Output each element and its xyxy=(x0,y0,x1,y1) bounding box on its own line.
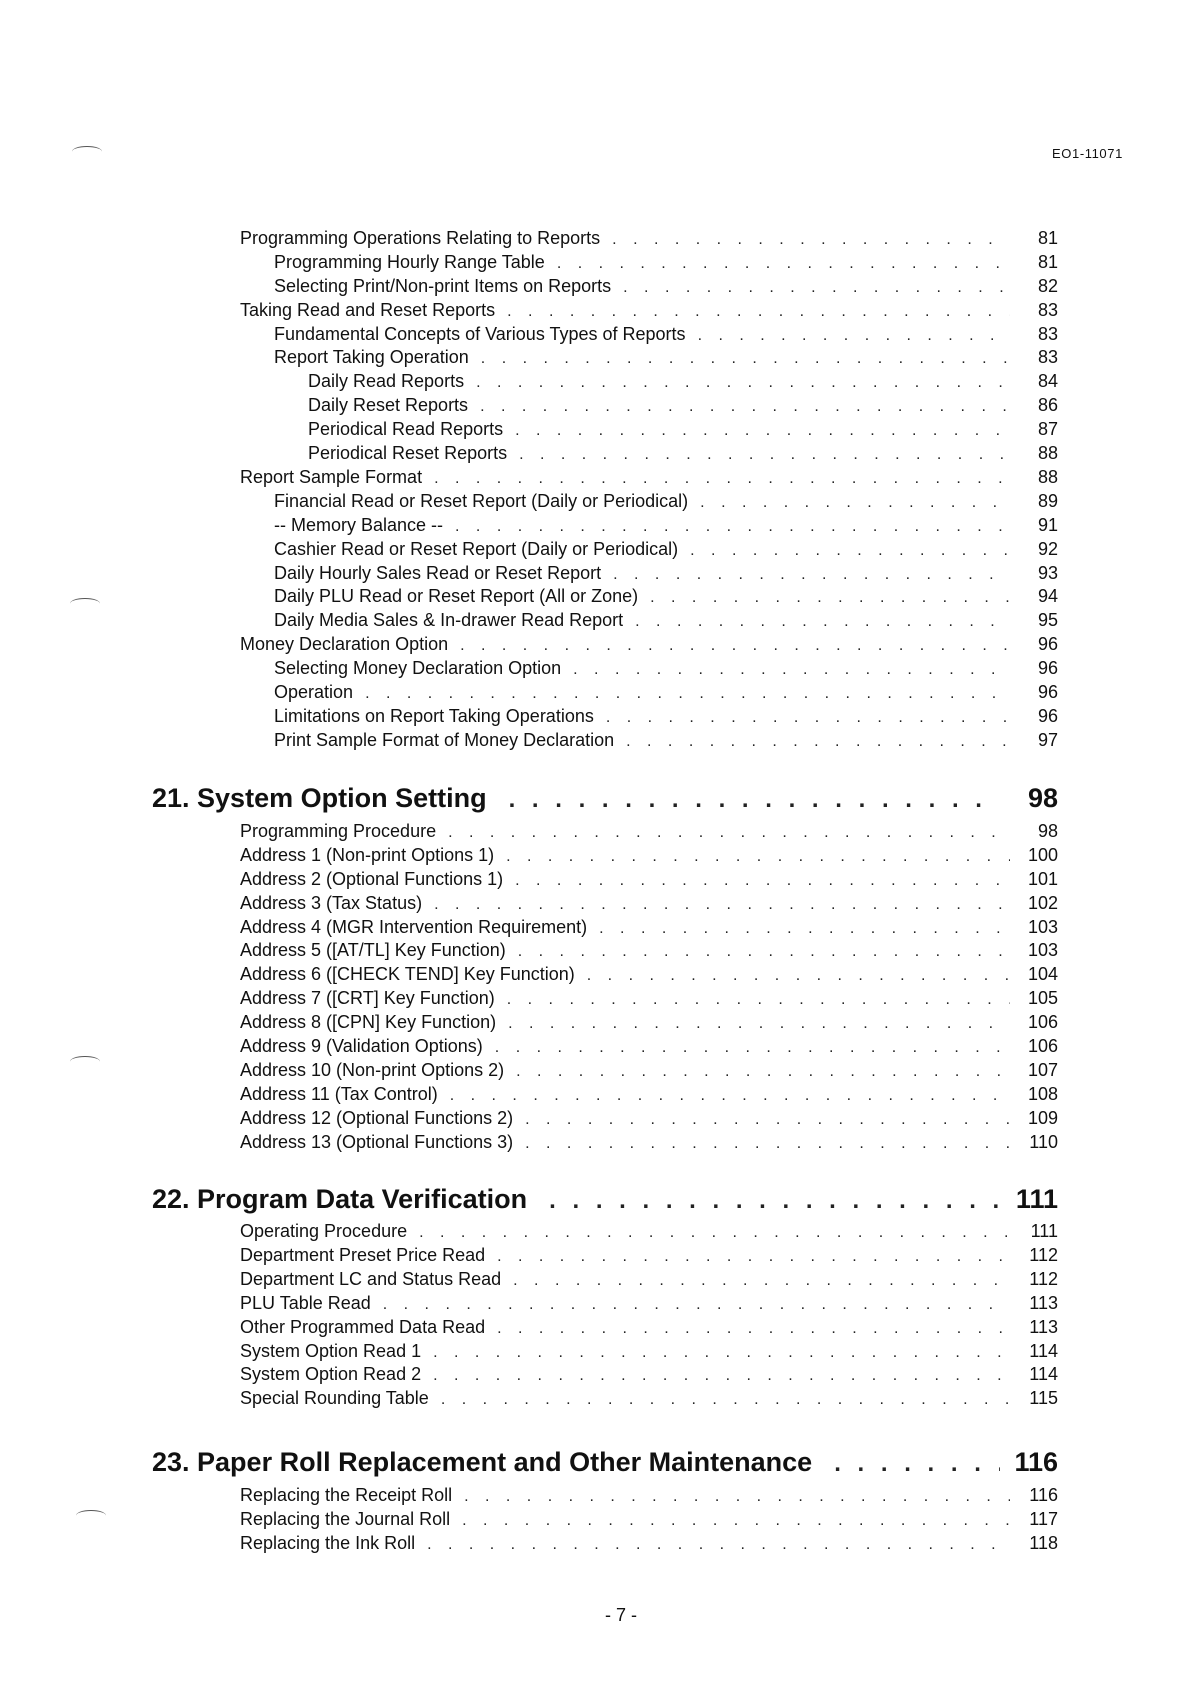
toc-entry-title: Address 12 (Optional Functions 2) xyxy=(240,1108,514,1128)
section-heading xyxy=(152,781,1058,815)
toc-entry-page: 98 xyxy=(1037,821,1058,841)
toc-entry-title: Special Rounding Table xyxy=(240,1388,429,1408)
section-heading-title: 22. Program Data Verification xyxy=(152,1184,528,1214)
toc-entry-page: 100 xyxy=(1027,845,1058,865)
dot-leader xyxy=(495,1036,1010,1060)
page-number: - 7 - xyxy=(605,1605,638,1625)
toc-entry xyxy=(274,513,1058,537)
toc-entry-title: Address 9 (Validation Options) xyxy=(240,1036,483,1056)
toc-entry xyxy=(240,298,1058,322)
section-heading-title: 23. Paper Roll Replacement and Other Maintenance xyxy=(152,1447,813,1477)
toc-entry-title: Address 5 ([AT/TL] Key Function) xyxy=(240,940,506,960)
toc-entry xyxy=(240,938,1058,962)
toc-entry-title: Address 3 (Tax Status) xyxy=(240,893,423,913)
toc-entry-title: Address 1 (Non-print Options 1) xyxy=(240,845,495,865)
toc-entry-title: Programming Procedure xyxy=(240,821,437,841)
toc-entry xyxy=(274,608,1058,632)
scan-mark xyxy=(72,146,102,157)
section-heading-page: 111 xyxy=(1015,1184,1058,1214)
toc-entry-page: 88 xyxy=(1037,467,1058,487)
toc-entry-page: 112 xyxy=(1029,1245,1058,1265)
toc-entry xyxy=(240,962,1058,986)
toc-entry xyxy=(240,1315,1058,1339)
dot-leader xyxy=(506,845,1010,869)
toc-entry-page: 81 xyxy=(1037,252,1058,272)
toc-entry-page: 101 xyxy=(1027,869,1058,889)
toc-entry-page: 106 xyxy=(1027,1012,1058,1032)
toc-entry-title: Address 10 (Non-print Options 2) xyxy=(240,1060,505,1080)
toc-entry-page: 103 xyxy=(1027,917,1058,937)
toc-entry-page: 83 xyxy=(1037,300,1058,320)
dot-leader xyxy=(434,467,1010,491)
toc-entry-page: 106 xyxy=(1027,1036,1058,1056)
toc-entry-title: Replacing the Receipt Roll xyxy=(240,1485,453,1505)
toc-entry xyxy=(274,250,1058,274)
toc-entry-page: 96 xyxy=(1037,706,1058,726)
toc-entry xyxy=(240,1483,1058,1507)
toc-entry xyxy=(240,1082,1058,1106)
toc-entry xyxy=(274,680,1058,704)
toc-entry xyxy=(308,417,1058,441)
toc-entry xyxy=(240,1034,1058,1058)
toc-entry-page: 112 xyxy=(1029,1269,1058,1289)
toc-entry xyxy=(274,656,1058,680)
toc-entry-title: -- Memory Balance -- xyxy=(274,515,444,535)
toc-entry-title: Money Declaration Option xyxy=(240,634,449,654)
toc-entry xyxy=(240,1507,1058,1531)
dot-leader xyxy=(587,964,1010,988)
dot-leader xyxy=(519,443,1010,467)
section-heading-title: 21. System Option Setting xyxy=(152,783,487,813)
section-heading xyxy=(152,1445,1058,1479)
scan-mark xyxy=(70,598,100,609)
toc-entry-page: 107 xyxy=(1027,1060,1058,1080)
dot-leader xyxy=(690,539,1010,563)
dot-leader xyxy=(434,893,1010,917)
toc-entry-title: PLU Table Read xyxy=(240,1293,371,1313)
toc-entry xyxy=(240,1291,1058,1315)
toc-entry-title: Address 13 (Optional Functions 3) xyxy=(240,1132,514,1152)
dot-leader xyxy=(606,706,1010,730)
toc-entry xyxy=(274,345,1058,369)
dot-leader xyxy=(518,940,1010,964)
dot-leader xyxy=(448,821,1010,845)
dot-leader xyxy=(450,1084,1010,1108)
dot-leader xyxy=(427,1533,1010,1557)
toc-entry xyxy=(240,986,1058,1010)
dot-leader xyxy=(513,1269,1010,1293)
toc-entry-title: Selecting Print/Non-print Items on Reports xyxy=(274,276,612,296)
toc-entry-page: 96 xyxy=(1037,658,1058,678)
toc-entry-title: Periodical Reset Reports xyxy=(308,443,508,463)
toc-entry xyxy=(274,728,1058,752)
dot-leader xyxy=(612,228,1010,252)
toc-entry xyxy=(308,369,1058,393)
toc-entry-title: Address 6 ([CHECK TEND] Key Function) xyxy=(240,964,575,984)
section-heading-page: 98 xyxy=(1027,783,1058,813)
toc-entry-title: Programming Hourly Range Table xyxy=(274,252,545,272)
toc-entry-title: Limitations on Report Taking Operations xyxy=(274,706,594,726)
dot-leader xyxy=(834,1447,1000,1481)
toc-entry xyxy=(240,891,1058,915)
toc-entry-title: Print Sample Format of Money Declaration xyxy=(274,730,615,750)
toc-entry xyxy=(308,393,1058,417)
dot-leader xyxy=(464,1485,1010,1509)
toc-entry-page: 103 xyxy=(1027,940,1058,960)
toc-entry-page: 82 xyxy=(1037,276,1058,296)
toc-entry-page: 86 xyxy=(1037,395,1058,415)
toc-entry-page: 113 xyxy=(1029,1317,1058,1337)
toc-entry xyxy=(240,915,1058,939)
toc-entry xyxy=(240,819,1058,843)
toc-entry xyxy=(240,465,1058,489)
toc-entry xyxy=(240,1219,1058,1243)
toc-entry-title: Address 11 (Tax Control) xyxy=(240,1084,438,1104)
toc-entry xyxy=(240,1010,1058,1034)
toc-entry-page: 105 xyxy=(1027,988,1058,1008)
dot-leader xyxy=(497,1245,1010,1269)
dot-leader xyxy=(516,1060,1010,1084)
toc-entry xyxy=(240,1386,1058,1410)
dot-leader xyxy=(497,1317,1010,1341)
toc-entry-title: Daily Read Reports xyxy=(308,371,465,391)
dot-leader xyxy=(525,1132,1010,1156)
dot-leader xyxy=(515,419,1010,443)
toc-entry-title: Daily Media Sales & In-drawer Read Report xyxy=(274,610,624,630)
dot-leader xyxy=(481,347,1010,371)
toc-entry-page: 116 xyxy=(1029,1485,1058,1505)
toc-entry-title: Replacing the Journal Roll xyxy=(240,1509,451,1529)
toc-entry xyxy=(240,226,1058,250)
dot-leader xyxy=(700,491,1010,515)
toc-entry xyxy=(240,1243,1058,1267)
document-id: EO1-11071 xyxy=(1052,146,1123,161)
dot-leader xyxy=(508,1012,1010,1036)
toc-entry xyxy=(240,1106,1058,1130)
toc-entry xyxy=(274,322,1058,346)
toc-entry-page: 104 xyxy=(1027,964,1058,984)
toc-entry-page: 113 xyxy=(1029,1293,1058,1313)
toc-entry-title: Daily PLU Read or Reset Report (All or Zone) xyxy=(274,586,639,606)
toc-entry-page: 108 xyxy=(1027,1084,1058,1104)
toc-entry xyxy=(240,1130,1058,1154)
toc-entry-title: System Option Read 1 xyxy=(240,1341,422,1361)
dot-leader xyxy=(480,395,1010,419)
toc-entry-title: Address 2 (Optional Functions 1) xyxy=(240,869,504,889)
dot-leader xyxy=(476,371,1010,395)
dot-leader xyxy=(525,1108,1010,1132)
toc-entry-page: 94 xyxy=(1037,586,1058,606)
toc-entry-page: 109 xyxy=(1027,1108,1058,1128)
toc-entry xyxy=(274,561,1058,585)
scan-mark xyxy=(76,1510,106,1521)
toc-entry-page: 102 xyxy=(1027,893,1058,913)
dot-leader xyxy=(507,300,1010,324)
toc-entry-title: Address 7 ([CRT] Key Function) xyxy=(240,988,495,1008)
section-heading-page: 116 xyxy=(1014,1447,1058,1477)
toc-entry-page: 111 xyxy=(1030,1221,1058,1241)
toc-entry-page: 93 xyxy=(1037,563,1058,583)
toc-entry-page: 87 xyxy=(1037,419,1058,439)
toc-entry-title: Operation xyxy=(274,682,354,702)
dot-leader xyxy=(623,276,1010,300)
dot-leader xyxy=(460,634,1010,658)
toc-entry xyxy=(240,1362,1058,1386)
toc-entry-page: 96 xyxy=(1037,634,1058,654)
dot-leader xyxy=(557,252,1010,276)
toc-entry xyxy=(240,1267,1058,1291)
toc-entry-page: 91 xyxy=(1037,515,1058,535)
toc-entry-page: 84 xyxy=(1037,371,1058,391)
toc-entry-title: Department LC and Status Read xyxy=(240,1269,502,1289)
dot-leader xyxy=(383,1293,1010,1317)
toc-entry xyxy=(240,1531,1058,1555)
toc-entry-title: Other Programmed Data Read xyxy=(240,1317,486,1337)
dot-leader xyxy=(441,1388,1010,1412)
dot-leader xyxy=(507,988,1010,1012)
toc-entry-page: 83 xyxy=(1037,324,1058,344)
toc-entry-page: 97 xyxy=(1037,730,1058,750)
toc-entry-title: Address 8 ([CPN] Key Function) xyxy=(240,1012,497,1032)
toc-entry-title: Operating Procedure xyxy=(240,1221,408,1241)
toc-entry-page: 95 xyxy=(1037,610,1058,630)
toc-entry-title: Cashier Read or Reset Report (Daily or Periodical) xyxy=(274,539,679,559)
toc-entry-page: 115 xyxy=(1029,1388,1058,1408)
dot-leader xyxy=(515,869,1010,893)
toc-entry-title: Department Preset Price Read xyxy=(240,1245,486,1265)
dot-leader xyxy=(462,1509,1010,1533)
dot-leader xyxy=(650,586,1010,610)
toc-entry-title: System Option Read 2 xyxy=(240,1364,422,1384)
dot-leader xyxy=(455,515,1010,539)
toc-entry-page: 89 xyxy=(1037,491,1058,511)
toc-entry-title: Daily Hourly Sales Read or Reset Report xyxy=(274,563,602,583)
dot-leader xyxy=(626,730,1010,754)
toc-entry-page: 96 xyxy=(1037,682,1058,702)
toc-entry-page: 117 xyxy=(1029,1509,1058,1529)
dot-leader xyxy=(433,1364,1010,1388)
scan-mark xyxy=(70,1056,100,1067)
toc-entry xyxy=(308,441,1058,465)
toc-entry xyxy=(274,537,1058,561)
toc-entry-page: 114 xyxy=(1029,1341,1058,1361)
dot-leader xyxy=(419,1221,1010,1245)
toc-entry-page: 83 xyxy=(1037,347,1058,367)
toc-entry xyxy=(240,1339,1058,1363)
dot-leader xyxy=(573,658,1010,682)
dot-leader xyxy=(509,783,1000,817)
toc-entry xyxy=(240,632,1058,656)
toc-entry xyxy=(240,1058,1058,1082)
toc-entry-title: Programming Operations Relating to Reports xyxy=(240,228,601,248)
toc-entry xyxy=(274,704,1058,728)
section-heading xyxy=(152,1182,1058,1216)
toc-entry-page: 118 xyxy=(1029,1533,1058,1553)
toc-entry-page: 81 xyxy=(1037,228,1058,248)
toc-entry xyxy=(274,489,1058,513)
toc-entry-title: Report Taking Operation xyxy=(274,347,469,367)
toc-entry xyxy=(274,584,1058,608)
toc-entry-title: Address 4 (MGR Intervention Requirement) xyxy=(240,917,588,937)
toc-entry xyxy=(274,274,1058,298)
toc-entry-title: Replacing the Ink Roll xyxy=(240,1533,416,1553)
toc-entry-title: Report Sample Format xyxy=(240,467,423,487)
toc-entry-page: 110 xyxy=(1029,1132,1058,1152)
toc-entry-title: Daily Reset Reports xyxy=(308,395,469,415)
toc-entry xyxy=(240,867,1058,891)
toc-entry-page: 92 xyxy=(1037,539,1058,559)
toc-entry-title: Periodical Read Reports xyxy=(308,419,504,439)
dot-leader xyxy=(549,1184,1000,1218)
dot-leader xyxy=(635,610,1010,634)
toc-entry-title: Financial Read or Reset Report (Daily or Periodical) xyxy=(274,491,689,511)
toc-entry-page: 114 xyxy=(1029,1364,1058,1384)
toc-entry-title: Taking Read and Reset Reports xyxy=(240,300,496,320)
toc-entry-page: 88 xyxy=(1037,443,1058,463)
toc-entry-title: Fundamental Concepts of Various Types of Reports xyxy=(274,324,686,344)
toc-entry-title: Selecting Money Declaration Option xyxy=(274,658,562,678)
dot-leader xyxy=(365,682,1010,706)
toc-entry xyxy=(240,843,1058,867)
